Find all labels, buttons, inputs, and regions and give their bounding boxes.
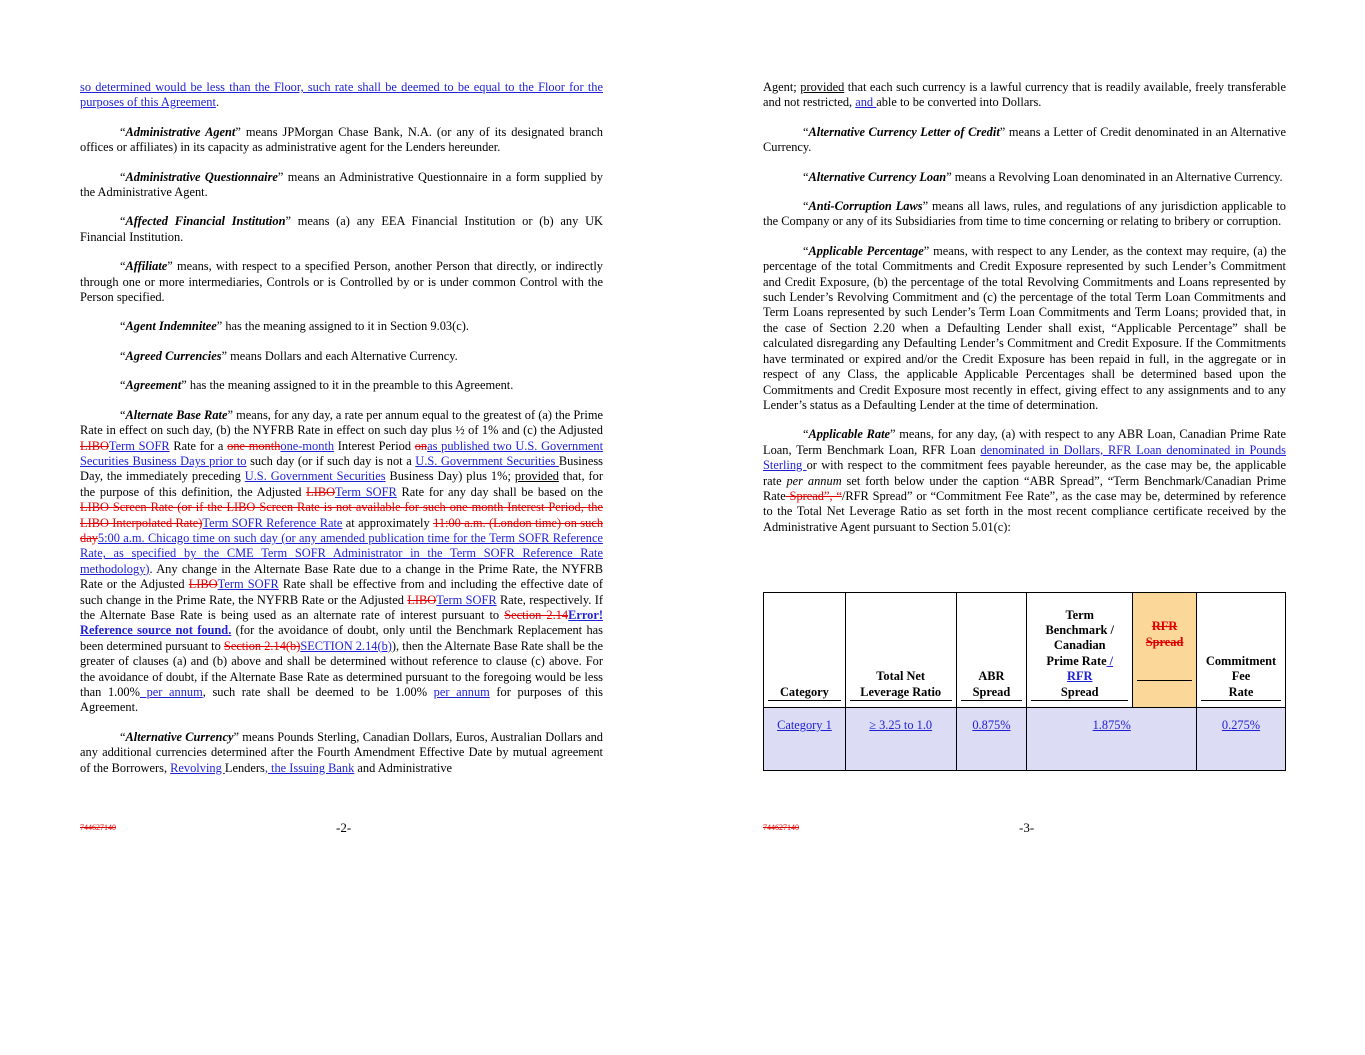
header-label: Leverage Ratio: [860, 684, 942, 699]
definition-alternate-base-rate: [80, 408, 603, 716]
definition-affected-financial-institution: [80, 214, 603, 245]
text: Rate for any day shall be based on the: [396, 484, 604, 499]
quote: “: [120, 319, 126, 334]
definition-text: means, with respect to a specified Person, another Person that directly, or indirectly through one or more intermediaries, Controls or is Controlled by or is under common Control with the Person specified.: [80, 259, 603, 305]
defined-term: Alternative Currency: [125, 729, 234, 744]
quote: ”: [285, 214, 291, 229]
header-label: Commitment: [1205, 653, 1277, 668]
definition-text: has the meaning assigned to it in Section 9.03(c).: [222, 319, 469, 334]
quote: “: [803, 243, 809, 258]
header-commitment-fee-rate: [1197, 593, 1286, 708]
quote: “: [120, 259, 126, 274]
text: Agent;: [763, 80, 801, 94]
inserted-text: Term SOFR: [436, 592, 497, 607]
quote: “: [803, 169, 809, 184]
text: set forth below under the caption “ABR Spread”, “Term Benchmark/Canadian Prime Rate: [763, 473, 1286, 503]
text: such day (or if such day is not a: [246, 453, 416, 468]
definition-agreed-currencies: [80, 349, 603, 364]
definition-text: means an Administrative Questionnaire in a form supplied by the Administrative Agent.: [80, 169, 604, 200]
cell-category: [764, 708, 846, 771]
text: that, for the purpose of this definition, the Adjusted: [80, 469, 603, 499]
deleted-text: RFR: [1151, 619, 1178, 634]
header-leverage-ratio: [845, 593, 956, 708]
inserted-text: per annum: [433, 685, 490, 699]
italic-text: per annum: [786, 473, 842, 488]
underlined-text: provided: [800, 80, 845, 94]
cell-commitment-fee: [1197, 708, 1286, 771]
quote: ”: [227, 407, 233, 422]
inserted-text: 0.875%: [972, 718, 1011, 732]
definition-agreement: [80, 378, 603, 393]
table-header-row: [764, 593, 1286, 708]
quote: “: [803, 124, 809, 139]
definition-alternative-currency: [80, 730, 603, 776]
inserted-text: 1.875%: [1092, 718, 1131, 732]
inserted-text: as published two U.S. Government Securities Business Days prior to: [80, 438, 604, 468]
inserted-text: Term SOFR: [217, 577, 279, 592]
text: able to be converted into Dollars.: [876, 95, 1042, 110]
quote: ”: [923, 243, 930, 258]
inserted-text: U.S. Government Securities: [415, 453, 559, 468]
page-number-right: -3-: [1019, 820, 1035, 835]
page-right: [763, 80, 1286, 549]
quote: ”: [277, 169, 284, 184]
document-id: 744627140: [80, 823, 116, 832]
text: Business Day) plus 1%;: [385, 469, 515, 484]
inserted-text: Term SOFR: [108, 438, 170, 453]
page-number-left: -2-: [336, 820, 352, 835]
document-id: 744627140: [763, 823, 799, 832]
defined-term: Agreement: [125, 378, 182, 393]
deleted-text: LIBO: [306, 484, 336, 499]
header-label: Total Net: [876, 669, 926, 684]
table-row: [764, 708, 1286, 771]
footer-left: [80, 818, 116, 835]
quote: ”: [890, 427, 896, 442]
definition-text: means a Revolving Loan denominated in an Alternative Currency.: [951, 169, 1283, 184]
defined-term: Alternate Base Rate: [125, 407, 228, 422]
quote: “: [120, 169, 126, 184]
definition-applicable-percentage: [763, 244, 1286, 413]
text: and Administrative: [354, 760, 453, 775]
header-abr-spread: [956, 593, 1027, 708]
inserted-text: Category 1: [777, 718, 832, 732]
deleted-text: 11:00 a.m. (London time) on such day: [80, 515, 604, 545]
inserted-text: per annum: [139, 685, 203, 699]
text: (for the avoidance of doubt, only until the Benchmark Replacement has been determined pursuant to: [80, 623, 603, 653]
text: Rate for a: [169, 438, 228, 453]
quote: “: [803, 427, 809, 442]
deleted-text: LIBO Screen Rate (or if the LIBO Screen Rate is not available for such one month Interest Period, the LIBO Interpolated Rate): [80, 500, 603, 530]
text: Rate, respectively. If the Alternate Base Rate is being used as an alternate rate of interest pursuant to: [80, 592, 603, 622]
deleted-text: one month: [227, 438, 281, 453]
quote: “: [120, 124, 126, 139]
header-label: Canadian: [1053, 638, 1106, 653]
page-left: [80, 80, 603, 790]
definition-alternative-currency-loan: [763, 170, 1286, 185]
deleted-text: Section 2.14(b): [223, 638, 301, 653]
quote: ”: [946, 169, 952, 184]
text: at approximately: [342, 515, 434, 530]
definition-administrative-agent: [80, 125, 603, 156]
deleted-text: on: [414, 438, 428, 453]
inserted-text: and: [855, 95, 877, 110]
definition-text: means all laws, rules, and regulations of any jurisdiction applicable to the Company or any of its Subsidiaries from time to time concerning or relating to bribery or corruption.: [763, 199, 1286, 229]
defined-term: Alternative Currency Loan: [808, 169, 947, 184]
definition-agent-indemnitee: [80, 319, 603, 334]
cell-term-benchmark: [1027, 708, 1197, 771]
text: ), then the Alternate Base Rate shall be the greater of clauses (a) and (b) above and shall be determined without reference to clause (c) above. For the avoidance of doubt, if the Alternate Base Rate as determined pursuant to the foregoing would be less than 1.00%: [80, 638, 604, 699]
underlined-text: provided: [514, 469, 559, 484]
definition-text: means, with respect to any Lender, as the context may require, (a) the percentage of the total Commitments and Credit Exposure represented by such Lender’s Commitment and Credit Exposure, (b) the percentage of the total Revolving Commitments and Loans represented by such Lender’s Revolving Commitment and (c) the percentage of the total Term Loan Commitments and Term Loans represented by such Lender’s Term Loan Commitments and Term Loans; provided that, in the case of Section 2.20 when a Defaulting Lender shall exist, “Applicable Percentage” shall be calculated disregarding any Defaulting Lender’s Commitment and Credit Exposure. If the Commitments have terminated or expired and/or the Credit Exposure has been repaid in full, in the aggregate or in respect of any Class, the applicable Applicable Percentages shall be determined based upon the Commitments and Credit Exposure most recently in effect, giving effect to any assignments and to any Lender’s status as a Defaulting Lender at the time of determination.: [763, 243, 1286, 412]
inserted-text: 0.275%: [1221, 718, 1261, 732]
header-label: Spread: [1060, 684, 1099, 699]
text: Business Day, the immediately preceding: [80, 453, 603, 484]
defined-term: Affiliate: [125, 259, 168, 274]
inserted-text: Revolving: [170, 760, 225, 775]
quote: ”: [922, 199, 929, 214]
quote: “: [803, 199, 809, 214]
quote: “: [120, 729, 126, 744]
deleted-text: Section 2.14: [504, 607, 569, 622]
pricing-grid-table: [763, 592, 1286, 771]
quote: ”: [216, 319, 223, 334]
inserted-text: denominated in Dollars, RFR Loan denominated in Pounds Sterling: [763, 442, 1287, 473]
deleted-text: Spread: [1145, 634, 1184, 649]
quote: ”: [167, 259, 173, 274]
deleted-text: LIBO: [188, 577, 218, 592]
defined-term: Administrative Agent: [125, 124, 236, 139]
quote: ”: [999, 124, 1006, 139]
inserted-text: ≥ 3.25 to 1.0: [869, 718, 933, 732]
text: Rate shall be effective from and including the effective date of such change in the Prime Rate, the NYFRB Rate or the Adjusted: [80, 577, 603, 607]
header-label: Fee: [1231, 669, 1251, 684]
defined-term: Applicable Rate: [808, 427, 891, 442]
defined-term: Anti-Corruption Laws: [808, 199, 923, 214]
header-rfr-spread-deleted: [1133, 593, 1197, 708]
inserted-text: Term SOFR Reference Rate: [202, 515, 343, 530]
header-label: Category: [768, 685, 841, 701]
text: that each such currency is a lawful currency that is readily available, freely transferable and not restricted,: [763, 80, 1286, 110]
text: means Pounds Sterling, Canadian Dollars, Euros, Australian Dollars and any additional currencies determined after the Fourth Amendment Effective Date by mutual agreement of the Borrowers,: [80, 729, 603, 775]
inserted-text: so determined would be less than the Floor, such rate shall be deemed to be equal to the Floor for the purposes of this Agreement: [80, 80, 603, 110]
header-label: ABR: [978, 669, 1005, 684]
definition-applicable-rate: [763, 427, 1286, 535]
cell-abr: [956, 708, 1027, 771]
quote: ”: [235, 124, 241, 139]
header-label: Term: [1065, 607, 1094, 622]
inserted-text: one-month: [280, 438, 335, 453]
defined-term: Administrative Questionnaire: [125, 169, 278, 184]
deleted-text: LIBO: [80, 438, 109, 453]
header-label: Benchmark /: [1045, 622, 1114, 637]
definition-text: means (a) any EEA Financial Institution or (b) any UK Financial Institution.: [80, 214, 603, 244]
paragraph-floor-continuation: [80, 80, 603, 111]
definition-alternative-currency-letter-of-credit: [763, 125, 1286, 156]
definition-administrative-questionnaire: [80, 170, 603, 201]
definition-text: means Dollars and each Alternative Currency.: [227, 348, 458, 363]
deleted-text: LIBO: [407, 592, 437, 607]
definition-text: means JPMorgan Chase Bank, N.A. (or any of its designated branch offices or affiliates) in its capacity as administrative agent for the Lenders hereunder.: [80, 124, 603, 155]
quote: “: [120, 378, 126, 393]
text: for purposes of this Agreement.: [80, 685, 603, 715]
deleted-text: Spread”, “: [785, 488, 842, 503]
definition-anti-corruption-laws: [763, 199, 1286, 230]
defined-term: Agreed Currencies: [125, 348, 222, 363]
definition-affiliate: [80, 259, 603, 305]
text: means, for any day, a rate per annum equal to the greatest of (a) the Prime Rate in effect on such day, (b) the NYFRB Rate in effect on such day plus ½ of 1% and (c) the Adjusted: [80, 407, 603, 438]
header-label: Spread: [972, 684, 1011, 699]
defined-term: Applicable Percentage: [808, 243, 924, 258]
quote: “: [120, 348, 126, 363]
paragraph-alternative-currency-continuation: [763, 80, 1286, 111]
header-category: [764, 593, 846, 708]
inserted-text: 5:00 a.m. Chicago time on such day (or any amended publication time for the Term SOFR Reference Rate, as specified by the CME Term SOFR Administrator in the Term SOFR Reference Rate methodology): [80, 530, 603, 576]
footer-right: [763, 818, 799, 835]
inserted-text: U.S. Government Securities: [244, 469, 386, 484]
cell-leverage: [845, 708, 956, 771]
quote: ”: [233, 729, 239, 744]
text: means, for any day, (a) with respect to any ABR Loan, Canadian Prime Rate Loan, Term Benchmark Loan, RFR Loan: [763, 427, 1286, 457]
text: or with respect to the commitment fees payable hereunder, as the case may be, the applicable rate: [763, 458, 1286, 488]
header-label: Rate: [1228, 684, 1254, 699]
text: . Any change in the Alternate Base Rate due to a change in the Prime Rate, the NYFRB Rate or the Adjusted: [80, 561, 603, 592]
cross-reference-error[interactable]: Error! Reference source not found.: [80, 607, 603, 638]
quote: ”: [221, 348, 228, 363]
defined-term: Alternative Currency Letter of Credit: [808, 124, 1000, 139]
text: /RFR Spread” or “Commitment Fee Rate”, as the case may be, determined by reference to the Total Net Leverage Ratio as set forth in the most recent compliance certificate received by the Administrative Agent pursuant to Section 5.01(c):: [763, 488, 1286, 534]
text: .: [215, 95, 220, 110]
header-term-benchmark-spread: [1027, 593, 1133, 708]
definition-text: means a Letter of Credit denominated in an Alternative Currency.: [763, 124, 1286, 155]
text: Interest Period: [334, 438, 415, 453]
text: , such rate shall be deemed to be 1.00%: [202, 685, 434, 699]
quote: “: [120, 214, 126, 229]
definition-text: has the meaning assigned to it in the preamble to this Agreement.: [186, 378, 514, 393]
text: Lenders: [224, 760, 265, 775]
defined-term: Agent Indemnitee: [125, 319, 217, 334]
inserted-text: , the Issuing Bank: [264, 760, 355, 775]
header-label: Prime Rate: [1046, 653, 1107, 668]
quote: ”: [181, 378, 187, 393]
inserted-text: /: [1106, 653, 1114, 668]
inserted-text: Term SOFR: [335, 484, 397, 499]
defined-term: Affected Financial Institution: [125, 214, 286, 229]
quote: “: [120, 407, 126, 422]
inserted-text: SECTION 2.14(b): [300, 638, 392, 653]
inserted-text: RFR: [1067, 669, 1093, 684]
